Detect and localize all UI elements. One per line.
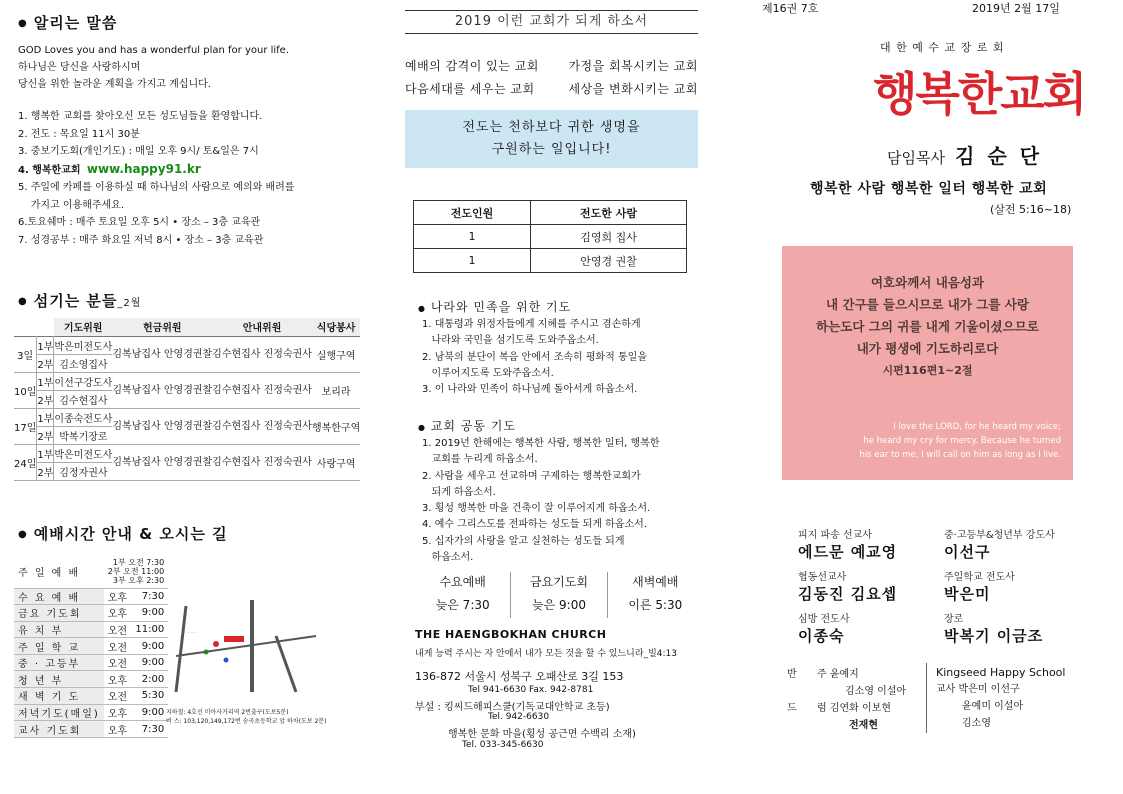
schedule-time: 2:00 [131, 671, 168, 688]
band-members: 전재현 [849, 720, 878, 731]
schedule-period: 오후 [104, 588, 131, 605]
prayer-line: 4. 예수 그리스도를 전파하는 성도들 되게 하옵소서. [422, 519, 647, 531]
table-row [14, 588, 168, 605]
motto-ref: (살전 5:16~18) [990, 203, 1072, 216]
staff-name: 에드문 예교영 [798, 543, 898, 561]
staff-name: 박복기 이금조 [944, 627, 1044, 645]
band-label: 반 [787, 669, 797, 680]
verse: 내게 능력 주시는 자 안에서 내가 모든 것을 할 수 있느니라_빌4:13 [415, 649, 677, 659]
address: 136-872 서울시 성북구 오패산로 3길 153 [415, 670, 624, 683]
scripture-line: 내가 평생에 기도하리로다 [856, 341, 999, 356]
annex-name: 킹씨드해피스쿨(기독교대안학교 초등) [444, 702, 610, 713]
issue-date: 2019년 2월 17일 [972, 2, 1060, 15]
staff-entry [798, 568, 944, 604]
notice-title: ● 알리는 말씀 [18, 14, 118, 32]
annex-tel: Tel. 942-6630 [488, 712, 550, 722]
vision-item: 가정을 회복시키는 교회 [568, 59, 698, 73]
schedule-period: 오후 [104, 671, 131, 688]
notice-item: 2. 전도 : 목요일 11시 30분 [18, 128, 140, 140]
guide-cell: 김수현집사 진정숙권사 [212, 336, 312, 372]
service-col [608, 572, 703, 618]
weekday-services [415, 572, 703, 618]
staff-name: 박은미 [944, 585, 991, 603]
annex [415, 698, 610, 713]
schedule-label: 주 일 학 교 [14, 638, 104, 655]
col-header: 안내위원 [212, 318, 312, 336]
prayer-line: 5. 십자가의 사랑을 알고 실천하는 성도들 되게 [422, 535, 625, 547]
sunday-time: 1부 오전 7:30 [112, 557, 165, 567]
schedule-period: 오전 [104, 621, 131, 638]
service-name: 금요기도회 [530, 575, 588, 589]
notice-item: 6.토요쉐마 : 매주 토요일 오후 5시 • 장소 – 3층 교육관 [18, 217, 261, 228]
notice-item: 5. 주일에 카페를 이용하실 때 하나님의 사람으로 예의와 배려를 [18, 182, 295, 193]
cell: 안영경 권찰 [531, 249, 687, 273]
prayer-cell: 박은미전도사 [54, 336, 112, 354]
prayer-cell: 이선구강도사 [54, 372, 112, 390]
staff-name: 김동진 김요셉 [798, 585, 898, 603]
map-caption: 버 스: 103,120,149,172번 숭곡초등학교 앞 하차(도보 2분) [166, 718, 327, 725]
scripture-en [859, 420, 1061, 462]
worship-title: ● 예배시간 안내 & 오시는 길 [18, 525, 228, 543]
staff-name: 이선구 [944, 543, 991, 561]
intro-block [18, 42, 289, 93]
prayer-cell: 김소영집사 [54, 354, 112, 372]
servants-title: ● 섬기는 분들_2월 [18, 292, 142, 310]
scripture-line: I love the LORD, for he heard my voice; [893, 422, 1061, 432]
vision-list [405, 55, 698, 101]
staff-entry [798, 526, 944, 562]
staff-entry [798, 610, 944, 646]
village: 행복한 문화 마을(횡성 공근면 수백리 소재) [448, 729, 636, 740]
vision-item: 다음세대를 세우는 교회 [405, 82, 535, 96]
table-row [14, 444, 360, 462]
pastor-role: 담임목사 [887, 149, 945, 167]
tel-fax: Tel 941-6630 Fax. 942-8781 [468, 685, 594, 695]
staff-entry [944, 526, 1090, 562]
sunday-label: 주 일 예 배 [14, 555, 104, 588]
schedule-time: 9:00 [131, 605, 168, 622]
staff-role: 심방 전도사 [798, 614, 850, 625]
school-row: 윤예미 이설아 [962, 701, 1024, 712]
schedule-time: 9:00 [131, 654, 168, 671]
evangelism-table [413, 200, 687, 273]
school-row: 김소영 [962, 718, 991, 729]
prayer-cell: 박은미전도사 [54, 444, 112, 462]
service-col [511, 572, 607, 618]
directions-map [166, 596, 328, 725]
staff-role: 중·고등부&청년부 강도사 [944, 530, 1055, 541]
prayer-line: 2. 남북의 분단이 복음 안에서 조속히 평화적 통일을 [422, 351, 647, 363]
church-prayer-title: ● 교회 공동 기도 [418, 419, 516, 433]
intro-line: GOD Loves you and has a wonderful plan for your life. [18, 45, 290, 56]
schedule-time: 11:00 [131, 621, 168, 638]
schedule-period: 오전 [104, 638, 131, 655]
schedule-label: 중 · 고등부 [14, 654, 104, 671]
staff-entry [944, 610, 1090, 646]
prayer-cell: 박복기장로 [54, 426, 112, 444]
notice-item: 7. 성경공부 : 매주 화요일 저녁 8시 • 장소 – 3층 교육관 [18, 234, 264, 246]
schedule-period: 오전 [104, 654, 131, 671]
evangelism-banner [405, 110, 698, 168]
table-row [14, 621, 168, 638]
nation-prayer-title: ● 나라와 민족을 위한 기도 [418, 300, 572, 314]
pastor [887, 140, 1042, 169]
table-row [414, 225, 687, 249]
service-time: 이른 5:30 [628, 598, 683, 612]
band-block [787, 666, 906, 734]
col-header: 헌금위원 [112, 318, 212, 336]
offering-cell: 김복남집사 안영경권찰 [112, 408, 212, 444]
staff-role: 주일학교 전도사 [944, 572, 1015, 583]
svg-text:· · ·: · · · [188, 630, 196, 636]
offering-cell: 김복남집사 안영경권찰 [112, 336, 212, 372]
nation-prayer-list [422, 317, 647, 398]
notice-item: 1. 행복한 교회를 찾아오신 모든 성도님들을 환영합니다. [18, 111, 263, 122]
homepage-link[interactable]: www.happy91.kr [86, 161, 201, 176]
schedule-label: 저녁기도(매일) [14, 704, 104, 721]
staff-name: 이종숙 [798, 627, 845, 645]
guide-cell: 김수현집사 진정숙권사 [212, 444, 312, 480]
denomination: 대 한 예 수 교 장 로 회 [880, 41, 1005, 54]
table-row [14, 372, 360, 390]
col-header: 전도한 사람 [531, 201, 687, 225]
table-row [14, 638, 168, 655]
service-name: 수요예배 [439, 575, 486, 589]
notice-list [18, 108, 294, 249]
service-time: 늦은 7:30 [435, 598, 490, 612]
church-name-en: THE HAENGBOKHAN CHURCH [415, 628, 607, 641]
schedule-label: 수 요 예 배 [14, 588, 104, 605]
notice-item: 가지고 이용해주세요. [18, 199, 125, 211]
guide-cell: 김수현집사 진정숙권사 [212, 408, 312, 444]
banner-line: 구원하는 일입니다! [491, 142, 612, 157]
offering-cell: 김복남집사 안영경권찰 [112, 372, 212, 408]
prayer-line: 1. 2019년 한해에는 행복한 사람, 행복한 일터, 행복한 [422, 438, 660, 449]
scripture-poster [782, 246, 1073, 480]
schedule-time: 9:00 [131, 638, 168, 655]
scripture-line: he heard my cry for mercy. Because he turned [863, 436, 1061, 446]
kitchen-cell: 사랑구역 [312, 444, 360, 480]
schedule-label: 청 년 부 [14, 671, 104, 688]
church-prayer-list [422, 436, 659, 566]
col-header: 식당봉사 [312, 318, 360, 336]
band-members: 주 윤예지 [817, 669, 859, 680]
part-cell: 2부 [37, 426, 54, 444]
staff-role: 협동선교사 [798, 572, 847, 583]
prayer-line: 교회를 누리게 하옵소서. [422, 454, 538, 466]
village-tel: Tel. 033-345-6630 [462, 740, 544, 750]
staff-role: 피지 파송 선교사 [798, 530, 872, 541]
guide-cell: 김수현집사 진정숙권사 [212, 372, 312, 408]
band-members: 김소영 이설아 [845, 686, 907, 697]
sunday-times [104, 555, 168, 588]
prayer-cell: 김정자권사 [54, 462, 112, 480]
table-row [414, 249, 687, 273]
table-row [14, 336, 360, 354]
scripture-line: 시편116편1~2절 [882, 364, 973, 377]
schedule-table [14, 555, 168, 738]
intro-line: 당신을 위한 놀라운 계획을 가지고 계십니다. [18, 79, 211, 90]
table-row [14, 654, 168, 671]
vision-item: 예배의 감격이 있는 교회 [405, 59, 539, 73]
pastor-name: 김 순 단 [955, 144, 1043, 168]
schedule-period: 오후 [104, 704, 131, 721]
prayer-line: 1. 대통령과 위정자들에게 지혜를 주시고 겸손하게 [422, 319, 641, 330]
date-cell: 3일 [14, 336, 37, 372]
intro-line: 하나님은 당신을 사랑하시며 [18, 62, 141, 73]
notice-item [18, 161, 294, 180]
kitchen-cell: 행복한구역 [312, 408, 360, 444]
scripture-line: 내 간구를 들으시므로 내가 그를 사랑 [826, 297, 1029, 312]
date-cell: 17일 [14, 408, 37, 444]
annex-label: 부설 : [415, 702, 441, 713]
issue-number: 제16권 7호 [762, 2, 819, 15]
schedule-period: 오전 [104, 688, 131, 705]
banner-line: 전도는 천하보다 귀한 생명을 [462, 120, 641, 135]
band-members: 럼 김연화 이보현 [817, 703, 891, 714]
staff-role: 장로 [944, 614, 964, 625]
prayer-cell: 김수현집사 [54, 390, 112, 408]
vision-title: 2019 이런 교회가 되게 하소서 [405, 10, 698, 34]
servants-table [14, 318, 360, 481]
staff-entry [944, 568, 1090, 604]
divider [926, 663, 927, 733]
scripture-ko [782, 272, 1073, 382]
part-cell: 2부 [37, 462, 54, 480]
kitchen-cell: 보리라 [312, 372, 360, 408]
schedule-time: 9:00 [131, 704, 168, 721]
schedule-period: 오후 [104, 721, 131, 738]
prayer-line: 나라와 국민을 섬기도록 도와주옵소서. [422, 335, 599, 347]
table-row [14, 408, 360, 426]
prayer-line: 3. 이 나라와 민족이 하나님께 돌아서게 하옵소서. [422, 384, 638, 396]
kitchen-cell: 실행구역 [312, 336, 360, 372]
schedule-label: 교사 기도회 [14, 721, 104, 738]
table-row [14, 605, 168, 622]
notice-item: 3. 중보기도회(개인기도) : 매일 오후 9시/ 토&일은 7시 [18, 146, 259, 157]
prayer-cell: 이종숙전도사 [54, 408, 112, 426]
schedule-label: 금요 기도회 [14, 605, 104, 622]
part-cell: 2부 [37, 390, 54, 408]
date-cell: 10일 [14, 372, 37, 408]
prayer-line: 3. 횡성 행복한 마을 건축이 잘 이루어지게 하옵소서. [422, 503, 651, 515]
sunday-time: 3부 오후 2:30 [112, 575, 165, 585]
service-time: 늦은 9:00 [532, 598, 586, 612]
service-name: 새벽예배 [632, 575, 679, 589]
prayer-line: 이루어지도록 도와주옵소서. [422, 367, 554, 379]
map-illustration [166, 596, 328, 696]
church-logo: 행복한교회 [873, 67, 1086, 121]
part-cell: 1부 [37, 408, 54, 426]
map-caption: 지하철: 4호선 미아사거리역 2번출구(도보5분) [166, 709, 289, 716]
col-header: 기도위원 [54, 318, 112, 336]
date-cell: 24일 [14, 444, 37, 480]
prayer-line: 되게 하옵소서. [422, 486, 496, 498]
school-block [936, 664, 1065, 732]
staff-grid [798, 526, 1088, 646]
notice-label: 4. 행복한교회 [18, 164, 81, 176]
prayer-line: 하옵소서. [422, 552, 474, 564]
scripture-line: his ear to me, I will call on him as long as I live. [859, 450, 1061, 460]
scripture-line: 여호와께서 내음성과 [870, 275, 985, 290]
vision-item: 세상을 변화시키는 교회 [568, 82, 698, 96]
cell: 김영희 집사 [531, 225, 687, 249]
schedule-time: 7:30 [131, 721, 168, 738]
table-row [14, 704, 168, 721]
schedule-time: 5:30 [131, 688, 168, 705]
cell: 1 [414, 225, 531, 249]
part-cell: 1부 [37, 444, 54, 462]
part-cell: 2부 [37, 354, 54, 372]
table-row [14, 688, 168, 705]
scripture-line: 하는도다 그의 귀를 내게 기울이셨으므로 [816, 319, 1039, 334]
offering-cell: 김복남집사 안영경권찰 [112, 444, 212, 480]
schedule-label: 새 벽 기 도 [14, 688, 104, 705]
cell: 1 [414, 249, 531, 273]
part-cell: 1부 [37, 336, 54, 354]
schedule-time: 7:30 [131, 588, 168, 605]
motto: 행복한 사람 행복한 일터 행복한 교회 [810, 181, 1048, 197]
sunday-time: 2부 오전 11:00 [107, 566, 165, 576]
schedule-period: 오후 [104, 605, 131, 622]
col-header: 전도인원 [414, 201, 531, 225]
service-col [415, 572, 511, 618]
prayer-line: 2. 사람을 세우고 선교하며 구제하는 행복한교회가 [422, 470, 641, 482]
band-label: 드 [787, 703, 797, 714]
table-row [14, 721, 168, 738]
part-cell: 1부 [37, 372, 54, 390]
school-row: 교사 박은미 이선구 [936, 684, 1020, 695]
school-title: Kingseed Happy School [936, 666, 1066, 679]
schedule-label: 유 치 부 [14, 621, 104, 638]
table-row [14, 671, 168, 688]
